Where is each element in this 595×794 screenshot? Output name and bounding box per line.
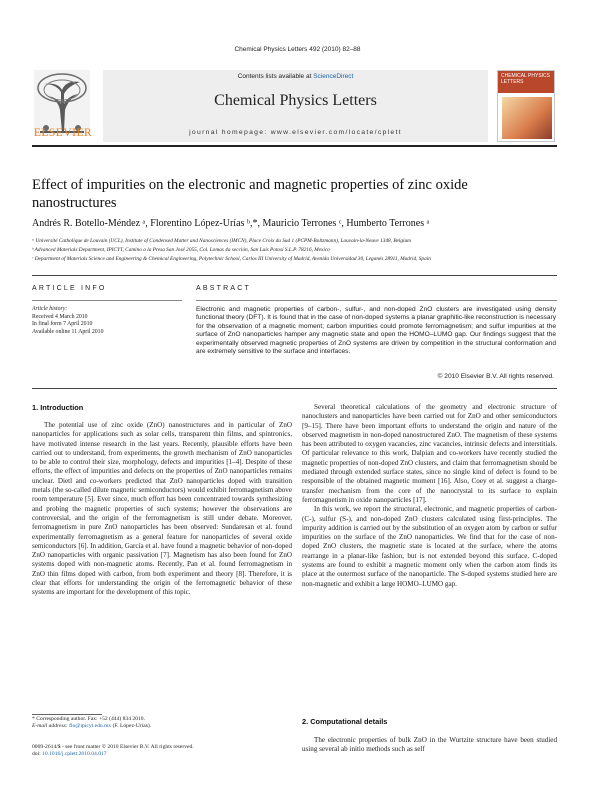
- right-column: [302, 403, 557, 589]
- section-heading-introduction: 1. Introduction: [32, 403, 84, 412]
- email-suffix: (F. López-Urías).: [111, 723, 152, 730]
- history-received: Received 4 March 2010: [32, 313, 88, 320]
- abstract-text: Electronic and magnetic properties of carbon-, sulfur-, and non-doped ZnO clusters are investigated using density functional theory (DFT). It is found that in the case of non-doped systems a planar graphitic-like reconstruction is necessary for the observation of a magnetic moment; carbon impurities could promote ferromagnetism; and sulfur impurities at the surface of ZnO nanoparticles hamper any magnetic state and open the HOMO–LUMO gap. Our findings suggest that the experimentally observed magnetic properties of ZnO systems are driven by competition in the structural conformation and are extremely sensitive to the surface and interfaces.: [196, 306, 556, 356]
- affiliation-a: ᵃ Université Catholique de Louvain (UCL), Institute of Condensed Matter and Nanosciences (IMCN), Place Croix du Sud 1 (PCPM-Boltzmann), Louvain-la-Neuve 1348, Belgium: [32, 238, 411, 244]
- article-info-label: ARTICLE INFO: [32, 285, 107, 292]
- history-label: Article history:: [32, 306, 68, 312]
- left-column: [32, 421, 292, 598]
- article-info-rule: [32, 300, 182, 301]
- journal-homepage[interactable]: journal homepage: www.elsevier.com/locate/cplett: [189, 129, 402, 136]
- publisher-name: ELSEVIER: [33, 127, 93, 139]
- doi-link[interactable]: 10.1016/j.cplett.2010.04.017: [42, 751, 107, 758]
- abstract-rule-bottom: [32, 388, 557, 389]
- copyright-notice: © 2010 Elsevier B.V. All rights reserved.: [437, 373, 554, 380]
- doi-line: [32, 751, 292, 758]
- sciencedirect-link[interactable]: ScienceDirect: [313, 73, 354, 80]
- history-final: In final form 7 April 2010: [32, 321, 93, 327]
- intro-paragraph-3: In this work, we report the structural, electronic, and magnetic properties of carbon- (C-), sulfur (S-), and non-doped ZnO clusters calculated using first-principles. The impurity addition is carried out by the substitution of an oxygen atom by carbon or sulfur impurities on the surface of the ZnO nanoparticles. We find that for the case of non-doped ZnO clusters, the magnetic state is located at the surface, where the atoms rearrange in a planar-like fashion, but is not extended beyond this surface. C-doped systems are found to exhibit a magnetic moment only when the carbon atom finds its place at the outermost surface of the nanoparticle. The S-doped systems studied here are non-magnetic and exhibit a large HOMO–LUMO gap.: [302, 505, 557, 588]
- footnote-rule: [32, 714, 102, 715]
- contents-prefix: Contents lists available at: [237, 73, 314, 80]
- footnote-block: [32, 716, 292, 731]
- corresponding-author: * Corresponding author. Fax: +52 (444) 834 2010.: [32, 716, 145, 722]
- journal-cover: [497, 70, 555, 142]
- contents-line: [103, 73, 488, 80]
- computational-paragraph-1: The electronic properties of bulk ZnO in the Wurtzite structure have been studied using several ab initio methods such as self: [302, 736, 557, 754]
- issn-line: 0009-2614/$ - see front matter © 2010 Elsevier B.V. All rights reserved.: [32, 744, 194, 750]
- author-list: Andrés R. Botello-Méndez ᵃ, Florentino López-Urías ᵇ,*, Mauricio Terrones ᶜ, Humberto Terrones ᵃ: [32, 218, 430, 229]
- publication-info: [32, 744, 292, 759]
- header-rule: [32, 145, 557, 147]
- abstract-label: ABSTRACT: [196, 285, 251, 292]
- email-line: [32, 723, 292, 730]
- abstract-rule: [196, 300, 557, 301]
- article-history: [32, 306, 182, 336]
- intro-paragraph-1: The potential use of zinc oxide (ZnO) nanostructures and in particular of ZnO nanoparticles for applications such as solar cells, transparent thin films, and spintronics, have motivated intense research in the last years. Recently, plausible efforts have been carried out to understand, from experiments, the growth mechanism of ZnO nanoparticles to be able to control their size, morphology, defects and impurities [1–4]. Despite of these efforts, the effect of impurities and defects on the properties of ZnO nanoparticles remains unclear. Dietl and co-workers predicted that ZnO nanoparticles doped with transition metals (the so-called dilute magnetic semiconductors) would exhibit ferromagnetism above room temperature [5]. Ever since, much effort has been concentrated towards synthesizing and probing the magnetic properties of such systems; however the observations are controversial, and the origin of the ferromagnetism is still under debate. Moreover, ferromagnetism in pure ZnO nanoparticles has been observed: Sundaresan et al. found experimentally ferromagnetism as a general feature for nanoparticles of several oxide semiconductors [6]. In addition, García et al. have found a magnetic behavior of non-doped ZnO nanoparticles with organic passivation [7]. Magnetism has also been found for ZnO systems doped with non-magnetic atoms. Recently, Pan et al. found ferromagnetism in ZnO thin films doped with carbon, from both experiment and theory [8]. Therefore, it is clear that efforts for understanding the origin of the ferromagnetic behavior of these systems are important for the development of this topic.: [32, 421, 292, 597]
- email-link[interactable]: flo@ipicyt.edu.mx: [69, 723, 112, 730]
- computational-column: [302, 736, 557, 755]
- journal-title: Chemical Physics Letters: [214, 92, 377, 109]
- intro-paragraph-2: Several theoretical calculations of the geometry and electronic structure of nanoclusters and nanoparticles have been carried out for ZnO and other semiconductors [9–15]. There have been important efforts to understand the origin and nature of the observed magnetism in non-doped nanostructured ZnO. The magnetism of these systems has been attributed to oxygen vacancies, zinc vacancies, intrinsic defects and interstitials. Of particular relevance to this work, Dalpian and co-workers have recently studied the magnetic properties of non-doped ZnO clusters, and claim that ferromagnetism should be mediated through extended surface states, since no single kind of defect is found to be responsible of the obtained magnetic moment [16]. Also, Coey et al. suggest a charge-transfer mechanism from the core of the nanocrystal to its surface to explain ferromagnetism in oxide nanoparticles [17].: [302, 403, 557, 504]
- journal-reference: Chemical Physics Letters 492 (2010) 82–88: [234, 46, 361, 53]
- email-label: E-mail address:: [32, 723, 70, 730]
- title-rule: [32, 275, 557, 276]
- section-heading-computational: 2. Computational details: [302, 717, 388, 726]
- affiliation-b: ᵇ Advanced Materials Department, IPICYT, Camino a la Presa San José 2055, Col. Lomas 4a sección, San Luis Potosí S.L.P. 78216, Mexico: [32, 247, 330, 253]
- history-available: Available online 11 April 2010: [32, 328, 104, 335]
- article-title: Effect of impurities on the electronic and magnetic properties of zinc oxide nanostructures: [32, 177, 468, 211]
- cover-title: CHEMICAL PHYSICS LETTERS: [501, 73, 550, 85]
- cover-image: [502, 97, 552, 139]
- doi-label: doi:: [32, 751, 41, 758]
- affiliation-c: ᶜ Department of Materials Science and Engineering & Chemical Engineering, Polytechnic School, Carlos III University of Madrid, Avenida Universidad 30, Leganés 28911, Madrid, Spain: [32, 256, 431, 262]
